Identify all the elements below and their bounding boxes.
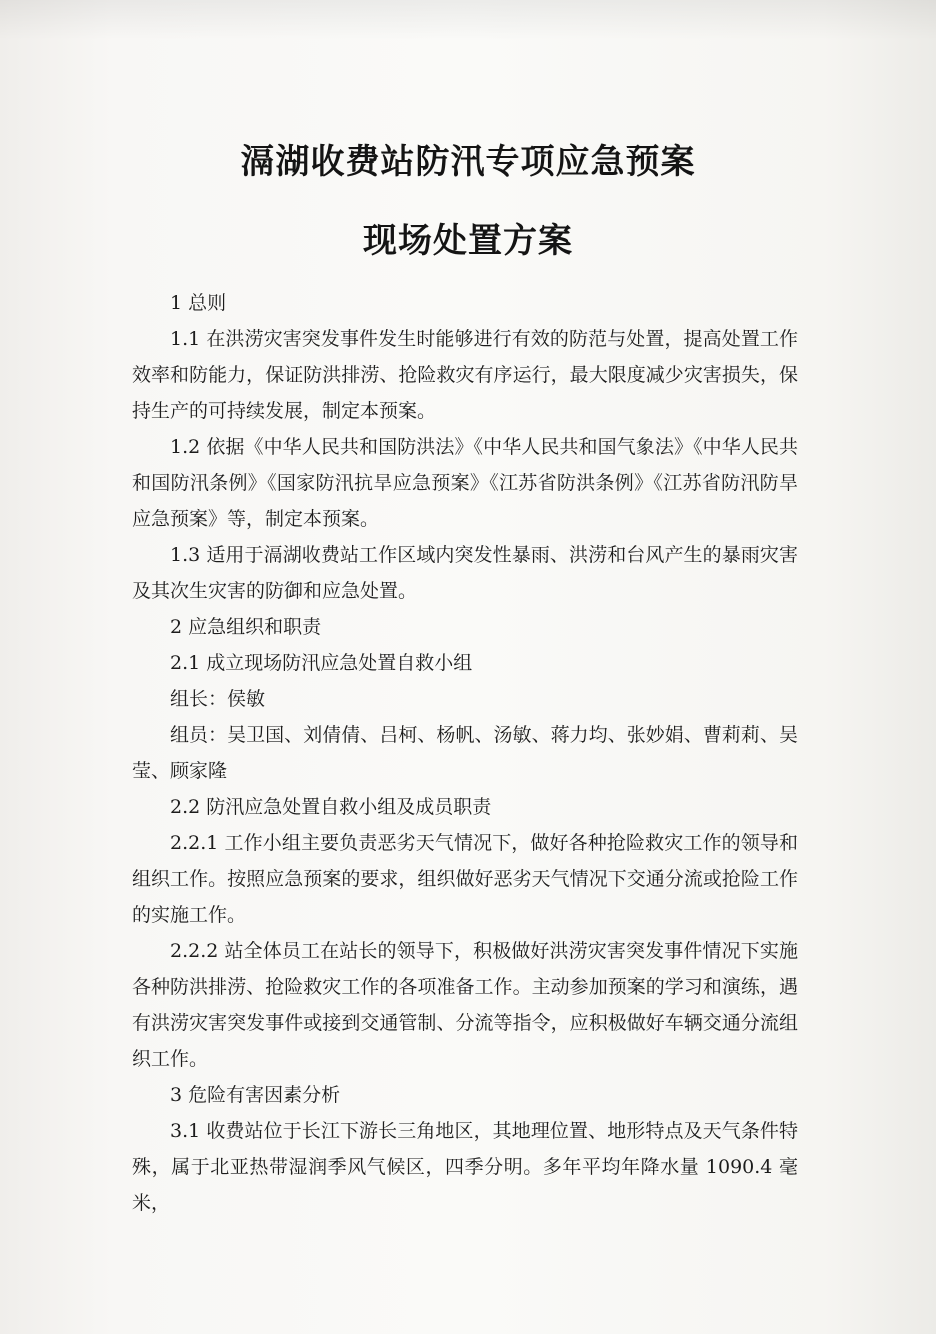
page-shadow <box>0 0 936 40</box>
section-heading-general: 1 总则 <box>170 292 227 314</box>
paragraph-3-1: 3.1 收费站位于长江下游长三角地区，其地理位置、地形特点及天气条件特殊，属于北亚热带湿润季风气候区，四季分明。多年平均年降水量 1090.4 毫米， <box>132 1120 798 1214</box>
paragraph-2-2: 2.2 防汛应急处置自救小组及成员职责 <box>170 796 492 818</box>
section-heading-organization: 2 应急组织和职责 <box>170 616 322 638</box>
paragraph-2-2-1: 2.2.1 工作小组主要负责恶劣天气情况下，做好各种抢险救灾工作的领导和组织工作。按照应急预案的要求，组织做好恶劣天气情况下交通分流或抢险工作的实施工作。 <box>132 832 798 926</box>
section-heading-hazard: 3 危险有害因素分析 <box>170 1084 341 1106</box>
paragraph-1-1: 1.1 在洪涝灾害突发事件发生时能够进行有效的防范与处置，提高处置工作效率和防能力，保证防洪排涝、抢险救灾有序运行，最大限度减少灾害损失，保持生产的可持续发展，制定本预案。 <box>132 328 798 422</box>
team-leader: 组长：侯敏 <box>170 688 266 710</box>
paragraph-1-3: 1.3 适用于滆湖收费站工作区域内突发性暴雨、洪涝和台风产生的暴雨灾害及其次生灾害的防御和应急处置。 <box>132 544 798 602</box>
document-body <box>132 285 798 1221</box>
paragraph-2-1: 2.1 成立现场防汛应急处置自救小组 <box>170 652 473 674</box>
paragraph-2-2-2: 2.2.2 站全体员工在站长的领导下，积极做好洪涝灾害突发事件情况下实施各种防洪排涝、抢险救灾工作的各项准备工作。主动参加预案的学习和演练，遇有洪涝灾害突发事件或接到交通管制、分流等指令，应积极做好车辆交通分流组织工作。 <box>132 940 798 1070</box>
team-members: 组员：吴卫国、刘倩倩、吕柯、杨帆、汤敏、蒋力均、张妙娟、曹莉莉、吴莹、顾家隆 <box>132 724 798 782</box>
document-subtitle: 现场处置方案 <box>363 221 573 261</box>
paragraph-1-2: 1.2 依据《中华人民共和国防洪法》《中华人民共和国气象法》《中华人民共和国防汛条例》《国家防汛抗旱应急预案》《江苏省防洪条例》《江苏省防汛防旱应急预案》等，制定本预案。 <box>132 436 798 530</box>
document-title: 滆湖收费站防汛专项应急预案 <box>240 142 696 182</box>
